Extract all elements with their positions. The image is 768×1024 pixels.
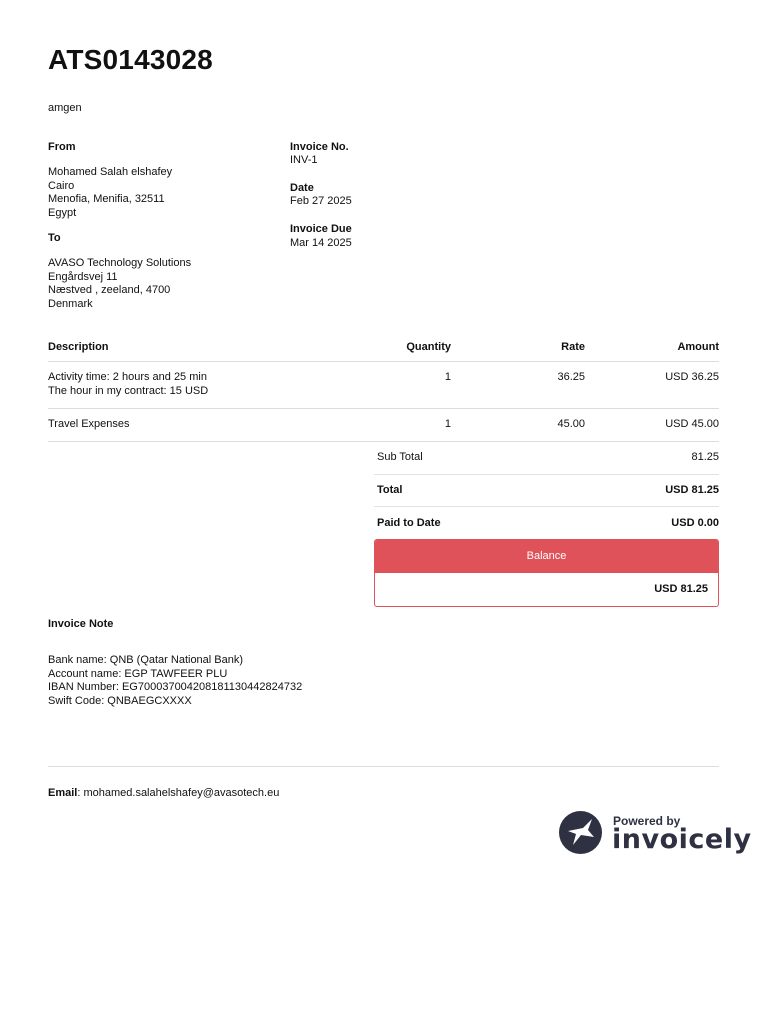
col-amount-header: Amount (677, 341, 719, 353)
bird-icon (559, 811, 602, 854)
totals-divider (374, 474, 719, 475)
company-name: amgen (48, 102, 82, 114)
from-line: Cairo (48, 179, 75, 192)
to-line: Næstved , zeeland, 4700 (48, 284, 171, 296)
footer-divider (48, 766, 719, 767)
to-line: Engårdsvej 11 (48, 270, 118, 283)
note-line: IBAN Number: EG700037004208181130442824732 (48, 681, 303, 693)
table-divider (48, 441, 719, 442)
to-label: To (48, 232, 61, 244)
to-line: Denmark (48, 297, 93, 310)
item-rate: 36.25 (557, 371, 585, 383)
item-rate: 45.00 (557, 418, 585, 430)
paid-to-date-value: USD 0.00 (671, 517, 719, 529)
col-description-header: Description (48, 341, 109, 353)
invoice-number-label: Invoice No. (290, 141, 349, 153)
due-label: Invoice Due (290, 223, 352, 235)
subtotal-value: 81.25 (691, 451, 719, 463)
invoice-note-label: Invoice Note (48, 618, 114, 630)
item-description (48, 417, 130, 431)
email-line (48, 787, 279, 801)
date-label: Date (290, 182, 314, 194)
item-quantity: 1 (444, 371, 451, 383)
balance-label: Balance (375, 540, 718, 573)
from-label: From (48, 141, 76, 153)
table-divider (48, 361, 719, 362)
invoice-title: ATS0143028 (48, 44, 213, 75)
invoice-note-text (48, 654, 302, 708)
item-amount: USD 36.25 (665, 371, 719, 383)
description-line: Activity time: 2 hours and 25 min (48, 371, 207, 383)
bird-icon-graphic (559, 811, 602, 854)
total-label: Total (377, 484, 403, 496)
total-value: USD 81.25 (665, 484, 719, 496)
from-line: Egypt (48, 206, 77, 219)
col-quantity-header: Quantity (406, 341, 451, 353)
description-line: The hour in my contract: 15 USD (48, 385, 209, 397)
note-line: Account name: EGP TAWFEER PLU (48, 667, 228, 680)
email-address[interactable]: : mohamed.salahelshafey@avasotech.eu (77, 787, 280, 799)
note-line: Bank name: QNB (Qatar National Bank) (48, 654, 244, 666)
balance-box (374, 539, 719, 607)
powered-by-text: Powered by (613, 814, 681, 828)
table-divider (48, 408, 719, 409)
invoice-due: Mar 14 2025 (290, 237, 352, 249)
balance-value: USD 81.25 (654, 583, 708, 595)
subtotal-label: Sub Total (377, 451, 423, 463)
to-address (48, 257, 191, 311)
note-line: Swift Code: QNBAEGCXXXX (48, 694, 192, 707)
to-line: AVASO Technology Solutions (48, 257, 192, 269)
from-address (48, 166, 172, 220)
description-line: Travel Expenses (48, 418, 130, 430)
totals-divider (374, 506, 719, 507)
from-line: Mohamed Salah elshafey (48, 166, 173, 178)
invoicely-logo[interactable]: invoicely (612, 824, 752, 855)
col-rate-header: Rate (561, 341, 585, 353)
item-description (48, 370, 208, 398)
item-amount: USD 45.00 (665, 418, 719, 430)
email-label: Email (48, 787, 78, 799)
paid-to-date-label: Paid to Date (377, 517, 441, 529)
from-line: Menofia, Menifia, 32511 (48, 193, 165, 205)
invoice-date: Feb 27 2025 (290, 195, 352, 207)
invoice-number: INV-1 (290, 154, 318, 166)
item-quantity: 1 (444, 418, 451, 430)
